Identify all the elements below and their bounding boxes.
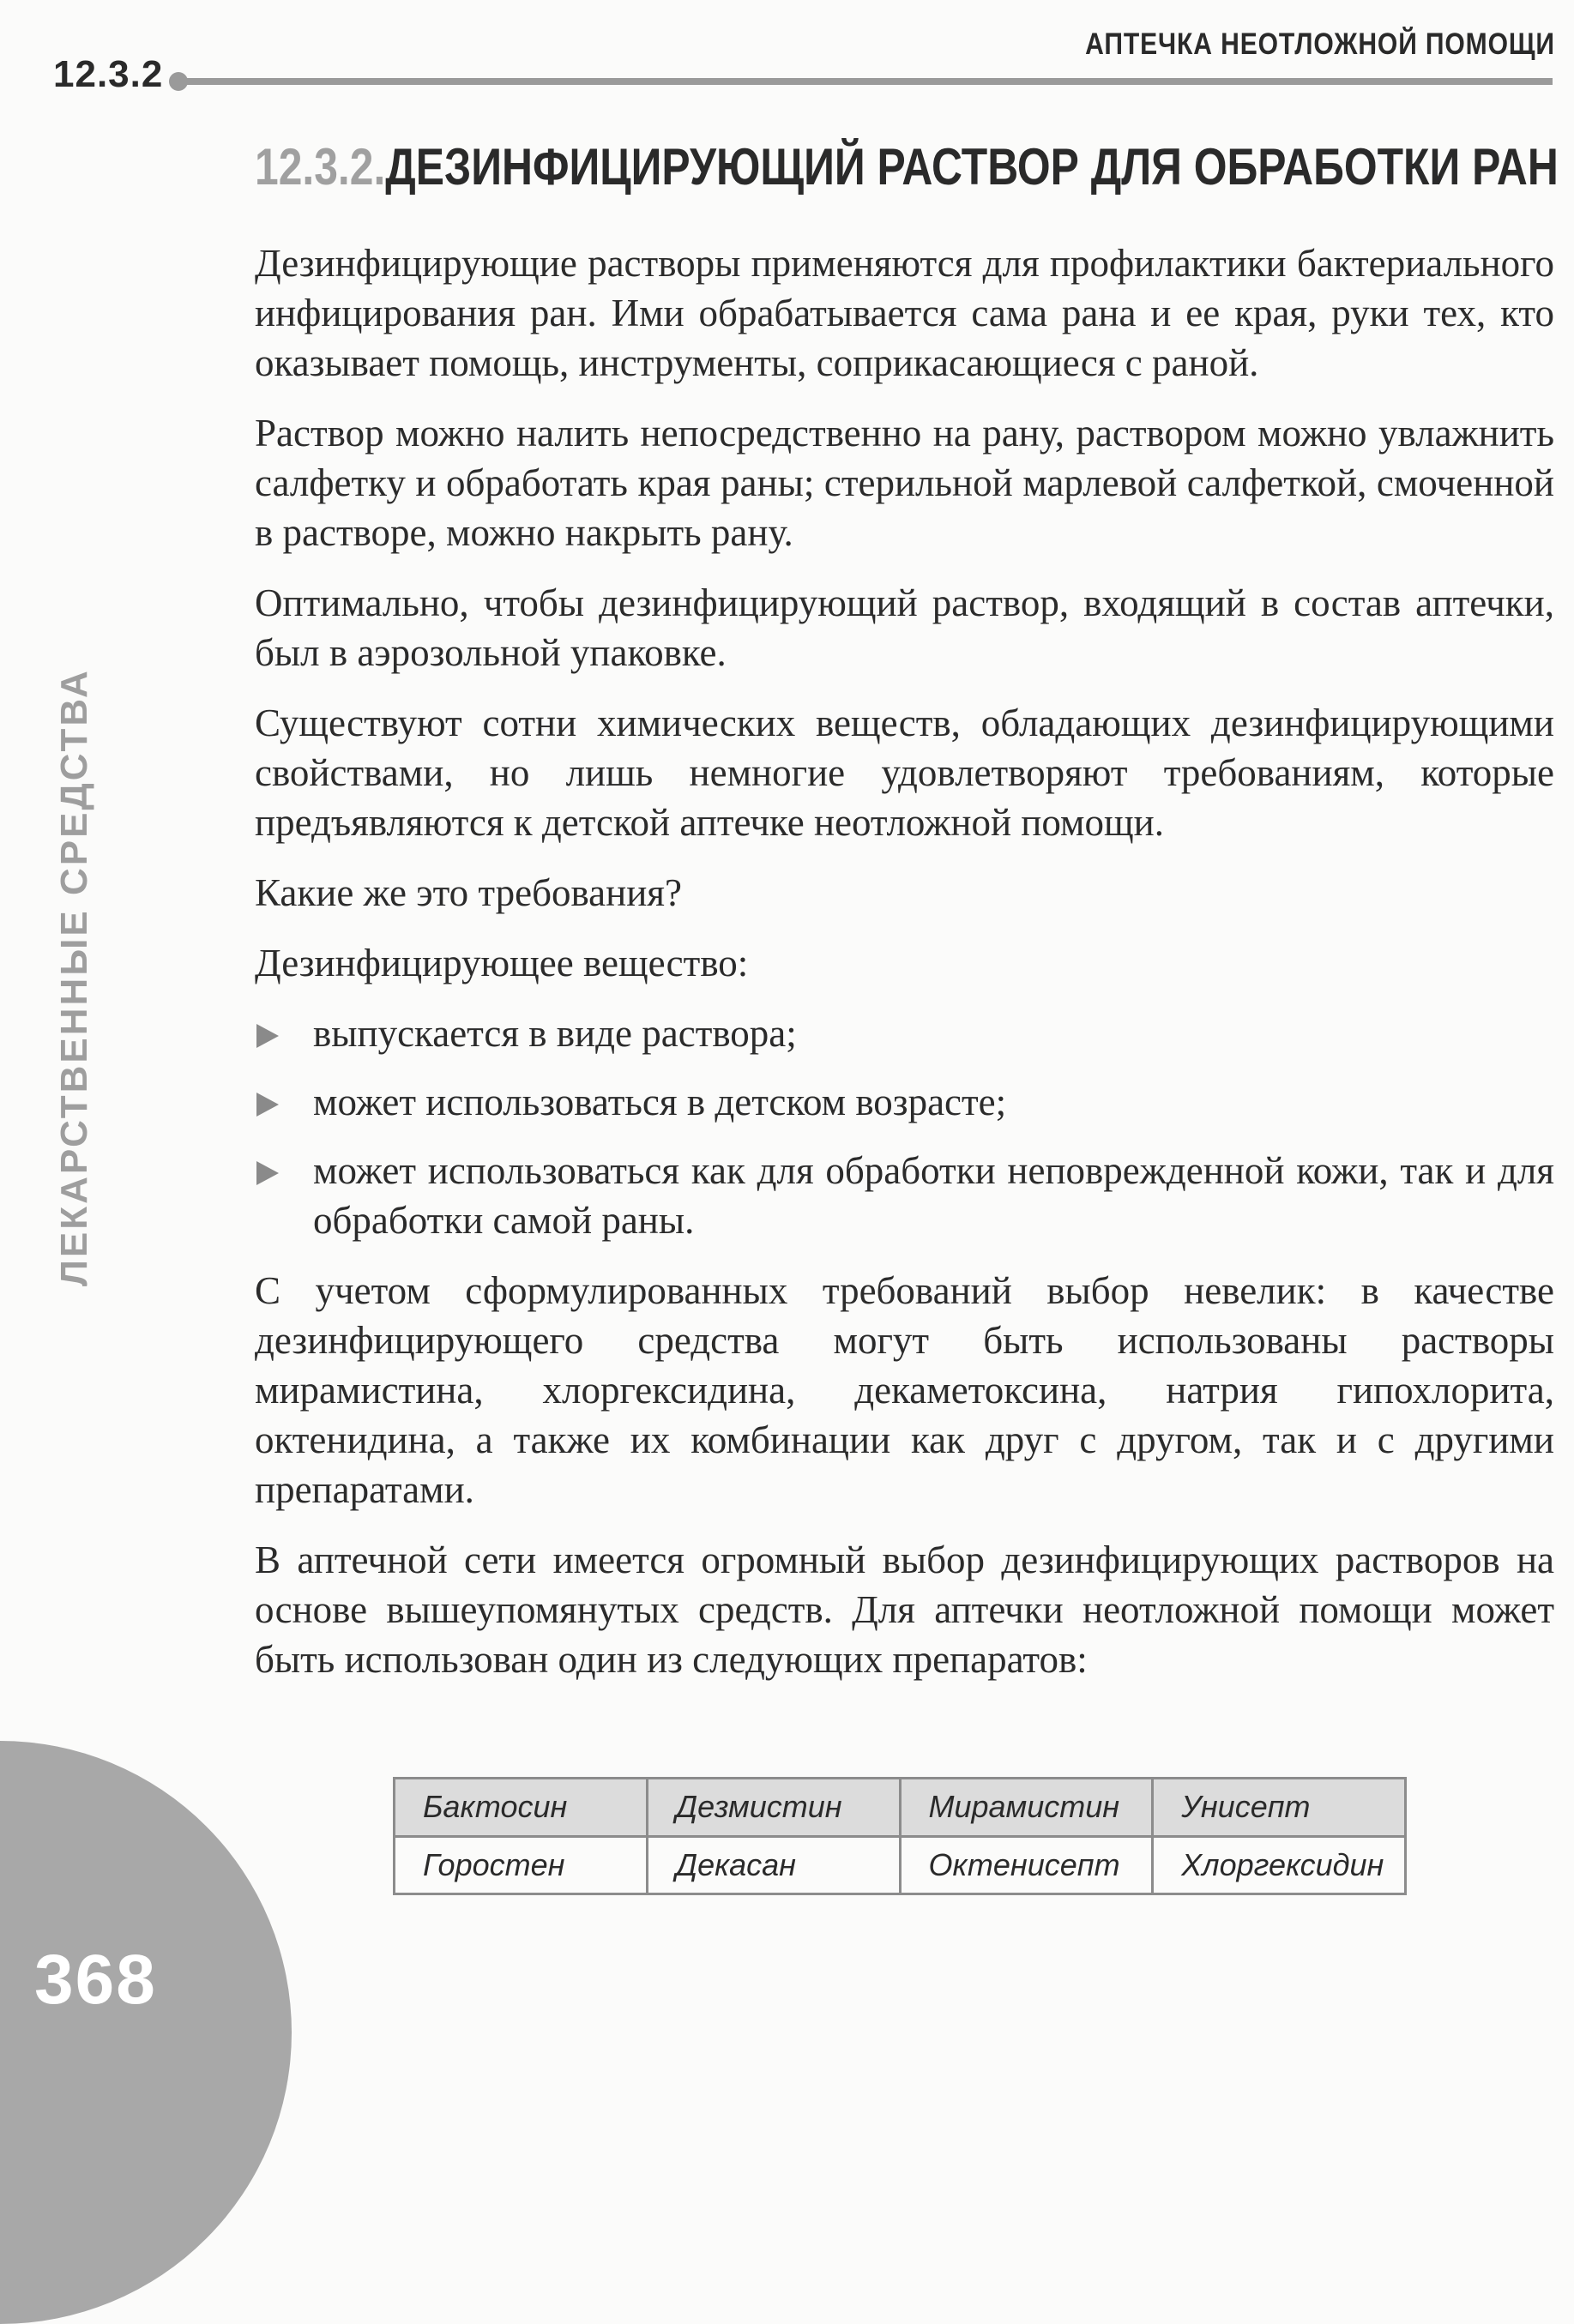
list-item [255, 1077, 1554, 1127]
paragraph: С учетом сформулированных требований выбор невелик: в качестве дезинфицирующего средства могут быть использованы растворы мирамистина, хлоргексидина, декаметоксина, натрия гипохлорита, октенидина, а также их комбинации как друг с другом, так и с другими препаратами. [255, 1269, 1554, 1511]
running-title: АПТЕЧКА НЕОТЛОЖНОЙ ПОМОЩИ [1085, 27, 1555, 61]
page-number: 368 [34, 1941, 157, 2019]
drugs-table [393, 1777, 1407, 1895]
section-heading [255, 137, 1559, 196]
paragraph: Оптимально, чтобы дезинфицирующий раствор, входящий в состав аптечки, был в аэрозольной упаковке. [255, 581, 1554, 674]
table-row [395, 1836, 1406, 1894]
table-cell: Мирамистин [900, 1779, 1153, 1837]
table-cell: Горостен [395, 1836, 648, 1894]
triangle-bullet-icon [256, 1161, 279, 1185]
requirements-list [255, 1008, 1554, 1245]
list-item-text: может использоваться как для обработки неповрежденной кожи, так и для обработки самой раны. [313, 1149, 1554, 1242]
body-text [255, 238, 1554, 1705]
list-item [255, 1008, 1554, 1058]
table-cell: Унисепт [1153, 1779, 1406, 1837]
table-row [395, 1779, 1406, 1837]
side-chapter-label: ЛЕКАРСТВЕННЫЕ СРЕДСТВА [53, 668, 95, 1286]
section-number: 12.3.2. [255, 138, 386, 196]
list-item [255, 1146, 1554, 1245]
triangle-bullet-icon [256, 1093, 279, 1117]
section-title-text: ДЕЗИНФИЦИРУЮЩИЙ РАСТВОР ДЛЯ ОБРАБОТКИ РАН [385, 138, 1559, 196]
triangle-bullet-icon [256, 1024, 279, 1048]
table-cell: Хлоргексидин [1153, 1836, 1406, 1894]
header-section-number: 12.3.2 [53, 53, 164, 95]
table-cell: Бактосин [395, 1779, 648, 1837]
paragraph: Дезинфицирующее вещество: [255, 942, 749, 984]
page-corner-tab [0, 1741, 292, 2324]
list-item-text: выпускается в виде раствора; [313, 1012, 797, 1055]
paragraph: Существуют сотни химических веществ, обладающих дезинфицирующими свойствами, но лишь немногие удовлетворяют требованиям, которые предъявляются к детской аптечке неотложной помощи. [255, 701, 1554, 844]
header-rule [180, 78, 1553, 85]
paragraph: Раствор можно налить непосредственно на рану, раствором можно увлажнить салфетку и обработать края раны; стерильной марлевой салфеткой, смоченной в растворе, можно накрыть рану. [255, 412, 1554, 554]
table-cell: Декасан [647, 1836, 900, 1894]
table-cell: Дезмистин [647, 1779, 900, 1837]
list-item-text: может использоваться в детском возрасте; [313, 1081, 1007, 1123]
paragraph: В аптечной сети имеется огромный выбор дезинфицирующих растворов на основе вышеупомянутых средств. Для аптечки неотложной помощи может быть использован один из следующих препаратов: [255, 1538, 1554, 1681]
paragraph: Дезинфицирующие растворы применяются для профилактики бактериального инфицирования ран. Ими обрабатывается сама рана и ее края, руки тех, кто оказывает помощь, инструменты, соприкасающиеся с раной. [255, 242, 1554, 384]
paragraph: Какие же это требования? [255, 871, 682, 914]
table-cell: Октенисепт [900, 1836, 1153, 1894]
